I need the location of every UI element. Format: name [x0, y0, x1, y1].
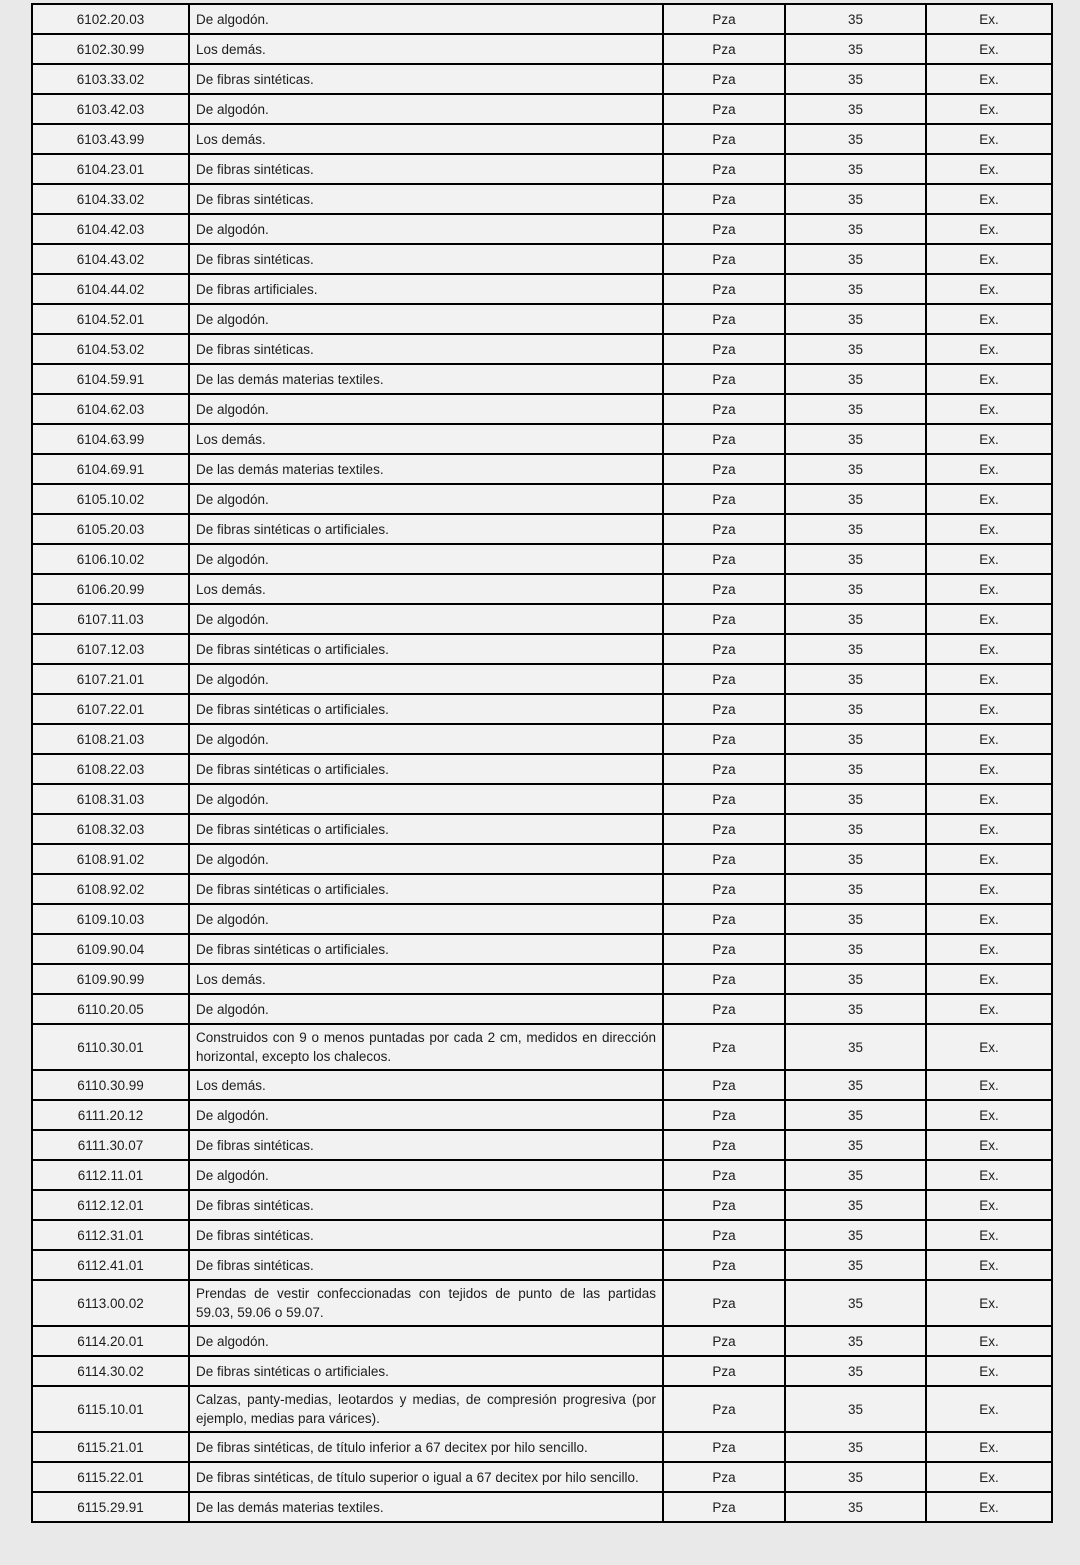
table-row	[32, 1250, 1052, 1280]
table-row	[32, 4, 1052, 34]
rate-cell: 35	[785, 1160, 926, 1190]
ex-cell: Ex.	[926, 1432, 1052, 1462]
ex-cell: Ex.	[926, 814, 1052, 844]
table-row	[32, 1190, 1052, 1220]
ex-cell: Ex.	[926, 574, 1052, 604]
ex-cell: Ex.	[926, 694, 1052, 724]
table-row	[32, 574, 1052, 604]
code-cell: 6103.43.99	[32, 124, 189, 154]
description-cell: De algodón.	[189, 904, 663, 934]
ex-cell: Ex.	[926, 1160, 1052, 1190]
table-row	[32, 124, 1052, 154]
unit-cell: Pza	[663, 1432, 785, 1462]
description-cell: De fibras sintéticas.	[189, 154, 663, 184]
code-cell: 6109.90.99	[32, 964, 189, 994]
unit-cell: Pza	[663, 214, 785, 244]
unit-cell: Pza	[663, 1462, 785, 1492]
ex-cell: Ex.	[926, 484, 1052, 514]
table-row	[32, 874, 1052, 904]
ex-cell: Ex.	[926, 514, 1052, 544]
rate-cell: 35	[785, 874, 926, 904]
table-row	[32, 1492, 1052, 1522]
code-cell: 6110.30.99	[32, 1070, 189, 1100]
code-cell: 6103.33.02	[32, 64, 189, 94]
unit-cell: Pza	[663, 424, 785, 454]
code-cell: 6112.11.01	[32, 1160, 189, 1190]
unit-cell: Pza	[663, 364, 785, 394]
ex-cell: Ex.	[926, 94, 1052, 124]
code-cell: 6107.21.01	[32, 664, 189, 694]
ex-cell: Ex.	[926, 304, 1052, 334]
description-cell: De algodón.	[189, 784, 663, 814]
rate-cell: 35	[785, 814, 926, 844]
rate-cell: 35	[785, 844, 926, 874]
code-cell: 6110.30.01	[32, 1024, 189, 1070]
table-row	[32, 784, 1052, 814]
code-cell: 6107.11.03	[32, 604, 189, 634]
unit-cell: Pza	[663, 304, 785, 334]
unit-cell: Pza	[663, 694, 785, 724]
unit-cell: Pza	[663, 154, 785, 184]
description-cell: De fibras sintéticas.	[189, 1250, 663, 1280]
description-cell: Construidos con 9 o menos puntadas por cada 2 cm, medidos en dirección horizontal, excepto los chalecos.	[189, 1024, 663, 1070]
rate-cell: 35	[785, 1432, 926, 1462]
table-row	[32, 154, 1052, 184]
rate-cell: 35	[785, 1492, 926, 1522]
description-cell: De algodón.	[189, 484, 663, 514]
rate-cell: 35	[785, 334, 926, 364]
table-row	[32, 394, 1052, 424]
description-cell: De fibras sintéticas o artificiales.	[189, 754, 663, 784]
description-cell: De las demás materias textiles.	[189, 1492, 663, 1522]
description-cell: Los demás.	[189, 964, 663, 994]
rate-cell: 35	[785, 904, 926, 934]
table-row	[32, 1432, 1052, 1462]
description-cell: De algodón.	[189, 94, 663, 124]
unit-cell: Pza	[663, 634, 785, 664]
rate-cell: 35	[785, 1356, 926, 1386]
rate-cell: 35	[785, 1280, 926, 1326]
table-row	[32, 64, 1052, 94]
rate-cell: 35	[785, 214, 926, 244]
ex-cell: Ex.	[926, 1070, 1052, 1100]
unit-cell: Pza	[663, 784, 785, 814]
ex-cell: Ex.	[926, 1190, 1052, 1220]
rate-cell: 35	[785, 1326, 926, 1356]
ex-cell: Ex.	[926, 904, 1052, 934]
ex-cell: Ex.	[926, 1280, 1052, 1326]
table-row	[32, 1280, 1052, 1326]
table-row	[32, 544, 1052, 574]
table-row	[32, 214, 1052, 244]
unit-cell: Pza	[663, 964, 785, 994]
unit-cell: Pza	[663, 514, 785, 544]
rate-cell: 35	[785, 364, 926, 394]
description-cell: De algodón.	[189, 304, 663, 334]
rate-cell: 35	[785, 604, 926, 634]
description-cell: De fibras sintéticas o artificiales.	[189, 934, 663, 964]
rate-cell: 35	[785, 964, 926, 994]
unit-cell: Pza	[663, 1250, 785, 1280]
unit-cell: Pza	[663, 1356, 785, 1386]
code-cell: 6104.59.91	[32, 364, 189, 394]
code-cell: 6115.29.91	[32, 1492, 189, 1522]
table-row	[32, 814, 1052, 844]
rate-cell: 35	[785, 574, 926, 604]
code-cell: 6106.20.99	[32, 574, 189, 604]
table-row	[32, 1326, 1052, 1356]
rate-cell: 35	[785, 64, 926, 94]
code-cell: 6110.20.05	[32, 994, 189, 1024]
unit-cell: Pza	[663, 244, 785, 274]
unit-cell: Pza	[663, 394, 785, 424]
unit-cell: Pza	[663, 1100, 785, 1130]
unit-cell: Pza	[663, 874, 785, 904]
unit-cell: Pza	[663, 124, 785, 154]
code-cell: 6108.31.03	[32, 784, 189, 814]
ex-cell: Ex.	[926, 784, 1052, 814]
code-cell: 6104.23.01	[32, 154, 189, 184]
ex-cell: Ex.	[926, 1024, 1052, 1070]
rate-cell: 35	[785, 634, 926, 664]
description-cell: De fibras sintéticas o artificiales.	[189, 694, 663, 724]
code-cell: 6111.20.12	[32, 1100, 189, 1130]
rate-cell: 35	[785, 1024, 926, 1070]
code-cell: 6112.31.01	[32, 1220, 189, 1250]
description-cell: De fibras sintéticas, de título inferior a 67 decitex por hilo sencillo.	[189, 1432, 663, 1462]
rate-cell: 35	[785, 1250, 926, 1280]
code-cell: 6107.22.01	[32, 694, 189, 724]
table-row	[32, 604, 1052, 634]
unit-cell: Pza	[663, 184, 785, 214]
ex-cell: Ex.	[926, 724, 1052, 754]
ex-cell: Ex.	[926, 664, 1052, 694]
code-cell: 6105.20.03	[32, 514, 189, 544]
rate-cell: 35	[785, 304, 926, 334]
table-row	[32, 94, 1052, 124]
description-cell: De algodón.	[189, 844, 663, 874]
unit-cell: Pza	[663, 484, 785, 514]
unit-cell: Pza	[663, 1190, 785, 1220]
table-row	[32, 364, 1052, 394]
rate-cell: 35	[785, 1220, 926, 1250]
code-cell: 6108.21.03	[32, 724, 189, 754]
table-row	[32, 634, 1052, 664]
code-cell: 6112.12.01	[32, 1190, 189, 1220]
rate-cell: 35	[785, 1190, 926, 1220]
code-cell: 6113.00.02	[32, 1280, 189, 1326]
rate-cell: 35	[785, 94, 926, 124]
table-row	[32, 424, 1052, 454]
rate-cell: 35	[785, 1130, 926, 1160]
ex-cell: Ex.	[926, 334, 1052, 364]
description-cell: De fibras sintéticas.	[189, 244, 663, 274]
rate-cell: 35	[785, 544, 926, 574]
description-cell: De algodón.	[189, 994, 663, 1024]
rate-cell: 35	[785, 274, 926, 304]
code-cell: 6114.20.01	[32, 1326, 189, 1356]
unit-cell: Pza	[663, 94, 785, 124]
ex-cell: Ex.	[926, 1326, 1052, 1356]
description-cell: De las demás materias textiles.	[189, 454, 663, 484]
ex-cell: Ex.	[926, 4, 1052, 34]
code-cell: 6104.69.91	[32, 454, 189, 484]
ex-cell: Ex.	[926, 454, 1052, 484]
description-cell: De fibras sintéticas o artificiales.	[189, 814, 663, 844]
ex-cell: Ex.	[926, 394, 1052, 424]
ex-cell: Ex.	[926, 964, 1052, 994]
ex-cell: Ex.	[926, 124, 1052, 154]
unit-cell: Pza	[663, 1280, 785, 1326]
description-cell: De algodón.	[189, 724, 663, 754]
table-row	[32, 454, 1052, 484]
description-cell: De algodón.	[189, 1100, 663, 1130]
unit-cell: Pza	[663, 34, 785, 64]
unit-cell: Pza	[663, 844, 785, 874]
rate-cell: 35	[785, 1100, 926, 1130]
description-cell: De fibras sintéticas, de título superior o igual a 67 decitex por hilo sencillo.	[189, 1462, 663, 1492]
code-cell: 6108.92.02	[32, 874, 189, 904]
description-cell: De algodón.	[189, 664, 663, 694]
description-cell: De algodón.	[189, 4, 663, 34]
ex-cell: Ex.	[926, 274, 1052, 304]
table-row	[32, 484, 1052, 514]
table-row	[32, 904, 1052, 934]
description-cell: De fibras artificiales.	[189, 274, 663, 304]
unit-cell: Pza	[663, 724, 785, 754]
description-cell: De algodón.	[189, 604, 663, 634]
unit-cell: Pza	[663, 4, 785, 34]
description-cell: Los demás.	[189, 424, 663, 454]
rate-cell: 35	[785, 1070, 926, 1100]
unit-cell: Pza	[663, 334, 785, 364]
code-cell: 6104.43.02	[32, 244, 189, 274]
description-cell: Prendas de vestir confeccionadas con tejidos de punto de las partidas 59.03, 59.06 o 59.07.	[189, 1280, 663, 1326]
ex-cell: Ex.	[926, 424, 1052, 454]
unit-cell: Pza	[663, 1492, 785, 1522]
code-cell: 6104.44.02	[32, 274, 189, 304]
unit-cell: Pza	[663, 994, 785, 1024]
ex-cell: Ex.	[926, 1100, 1052, 1130]
description-cell: Los demás.	[189, 124, 663, 154]
code-cell: 6108.32.03	[32, 814, 189, 844]
table-row	[32, 844, 1052, 874]
description-cell: De fibras sintéticas.	[189, 334, 663, 364]
table-row	[32, 1160, 1052, 1190]
table-row	[32, 274, 1052, 304]
rate-cell: 35	[785, 424, 926, 454]
ex-cell: Ex.	[926, 1130, 1052, 1160]
rate-cell: 35	[785, 754, 926, 784]
description-cell: De algodón.	[189, 394, 663, 424]
unit-cell: Pza	[663, 1024, 785, 1070]
ex-cell: Ex.	[926, 214, 1052, 244]
ex-cell: Ex.	[926, 1220, 1052, 1250]
description-cell: De fibras sintéticas.	[189, 1130, 663, 1160]
ex-cell: Ex.	[926, 934, 1052, 964]
unit-cell: Pza	[663, 1220, 785, 1250]
ex-cell: Ex.	[926, 874, 1052, 904]
ex-cell: Ex.	[926, 34, 1052, 64]
description-cell: De algodón.	[189, 1326, 663, 1356]
table-row	[32, 1130, 1052, 1160]
description-cell: De algodón.	[189, 214, 663, 244]
unit-cell: Pza	[663, 934, 785, 964]
code-cell: 6104.63.99	[32, 424, 189, 454]
code-cell: 6104.52.01	[32, 304, 189, 334]
description-cell: De fibras sintéticas.	[189, 184, 663, 214]
rate-cell: 35	[785, 514, 926, 544]
code-cell: 6104.53.02	[32, 334, 189, 364]
code-cell: 6105.10.02	[32, 484, 189, 514]
rate-cell: 35	[785, 784, 926, 814]
unit-cell: Pza	[663, 1160, 785, 1190]
code-cell: 6109.10.03	[32, 904, 189, 934]
ex-cell: Ex.	[926, 634, 1052, 664]
description-cell: Los demás.	[189, 34, 663, 64]
table-row	[32, 514, 1052, 544]
description-cell: Los demás.	[189, 1070, 663, 1100]
description-cell: De fibras sintéticas o artificiales.	[189, 1356, 663, 1386]
code-cell: 6102.30.99	[32, 34, 189, 64]
unit-cell: Pza	[663, 454, 785, 484]
unit-cell: Pza	[663, 754, 785, 784]
ex-cell: Ex.	[926, 844, 1052, 874]
unit-cell: Pza	[663, 574, 785, 604]
tariff-table-body	[32, 4, 1052, 1522]
code-cell: 6115.10.01	[32, 1386, 189, 1432]
code-cell: 6115.21.01	[32, 1432, 189, 1462]
code-cell: 6108.91.02	[32, 844, 189, 874]
ex-cell: Ex.	[926, 154, 1052, 184]
description-cell: De fibras sintéticas.	[189, 64, 663, 94]
table-row	[32, 1070, 1052, 1100]
table-row	[32, 304, 1052, 334]
ex-cell: Ex.	[926, 1386, 1052, 1432]
code-cell: 6112.41.01	[32, 1250, 189, 1280]
unit-cell: Pza	[663, 1326, 785, 1356]
rate-cell: 35	[785, 934, 926, 964]
unit-cell: Pza	[663, 1130, 785, 1160]
ex-cell: Ex.	[926, 604, 1052, 634]
rate-cell: 35	[785, 124, 926, 154]
table-row	[32, 334, 1052, 364]
unit-cell: Pza	[663, 64, 785, 94]
rate-cell: 35	[785, 154, 926, 184]
ex-cell: Ex.	[926, 754, 1052, 784]
table-row	[32, 1356, 1052, 1386]
unit-cell: Pza	[663, 664, 785, 694]
unit-cell: Pza	[663, 814, 785, 844]
rate-cell: 35	[785, 1386, 926, 1432]
unit-cell: Pza	[663, 544, 785, 574]
description-cell: De fibras sintéticas.	[189, 1190, 663, 1220]
description-cell: De las demás materias textiles.	[189, 364, 663, 394]
ex-cell: Ex.	[926, 1250, 1052, 1280]
rate-cell: 35	[785, 694, 926, 724]
ex-cell: Ex.	[926, 1492, 1052, 1522]
description-cell: De fibras sintéticas o artificiales.	[189, 514, 663, 544]
code-cell: 6111.30.07	[32, 1130, 189, 1160]
unit-cell: Pza	[663, 1070, 785, 1100]
rate-cell: 35	[785, 244, 926, 274]
table-row	[32, 1024, 1052, 1070]
code-cell: 6102.20.03	[32, 4, 189, 34]
rate-cell: 35	[785, 1462, 926, 1492]
table-row	[32, 964, 1052, 994]
code-cell: 6103.42.03	[32, 94, 189, 124]
table-row	[32, 694, 1052, 724]
code-cell: 6106.10.02	[32, 544, 189, 574]
table-row	[32, 934, 1052, 964]
code-cell: 6109.90.04	[32, 934, 189, 964]
rate-cell: 35	[785, 394, 926, 424]
rate-cell: 35	[785, 724, 926, 754]
table-row	[32, 184, 1052, 214]
table-row	[32, 994, 1052, 1024]
table-row	[32, 724, 1052, 754]
table-row	[32, 244, 1052, 274]
code-cell: 6107.12.03	[32, 634, 189, 664]
ex-cell: Ex.	[926, 544, 1052, 574]
code-cell: 6108.22.03	[32, 754, 189, 784]
rate-cell: 35	[785, 4, 926, 34]
rate-cell: 35	[785, 34, 926, 64]
rate-cell: 35	[785, 454, 926, 484]
code-cell: 6115.22.01	[32, 1462, 189, 1492]
unit-cell: Pza	[663, 1386, 785, 1432]
code-cell: 6104.33.02	[32, 184, 189, 214]
unit-cell: Pza	[663, 274, 785, 304]
table-row	[32, 664, 1052, 694]
code-cell: 6104.42.03	[32, 214, 189, 244]
tariff-table	[31, 3, 1053, 1523]
ex-cell: Ex.	[926, 184, 1052, 214]
description-cell: De algodón.	[189, 544, 663, 574]
description-cell: De algodón.	[189, 1160, 663, 1190]
ex-cell: Ex.	[926, 1356, 1052, 1386]
table-row	[32, 1100, 1052, 1130]
unit-cell: Pza	[663, 604, 785, 634]
ex-cell: Ex.	[926, 1462, 1052, 1492]
table-row	[32, 34, 1052, 64]
rate-cell: 35	[785, 664, 926, 694]
ex-cell: Ex.	[926, 364, 1052, 394]
rate-cell: 35	[785, 994, 926, 1024]
ex-cell: Ex.	[926, 994, 1052, 1024]
table-row	[32, 1220, 1052, 1250]
ex-cell: Ex.	[926, 244, 1052, 274]
description-cell: Los demás.	[189, 574, 663, 604]
code-cell: 6114.30.02	[32, 1356, 189, 1386]
table-row	[32, 1462, 1052, 1492]
description-cell: Calzas, panty-medias, leotardos y medias, de compresión progresiva (por ejemplo, medias para várices).	[189, 1386, 663, 1432]
unit-cell: Pza	[663, 904, 785, 934]
table-row	[32, 754, 1052, 784]
code-cell: 6104.62.03	[32, 394, 189, 424]
rate-cell: 35	[785, 484, 926, 514]
description-cell: De fibras sintéticas.	[189, 1220, 663, 1250]
ex-cell: Ex.	[926, 64, 1052, 94]
description-cell: De fibras sintéticas o artificiales.	[189, 874, 663, 904]
description-cell: De fibras sintéticas o artificiales.	[189, 634, 663, 664]
table-row	[32, 1386, 1052, 1432]
rate-cell: 35	[785, 184, 926, 214]
